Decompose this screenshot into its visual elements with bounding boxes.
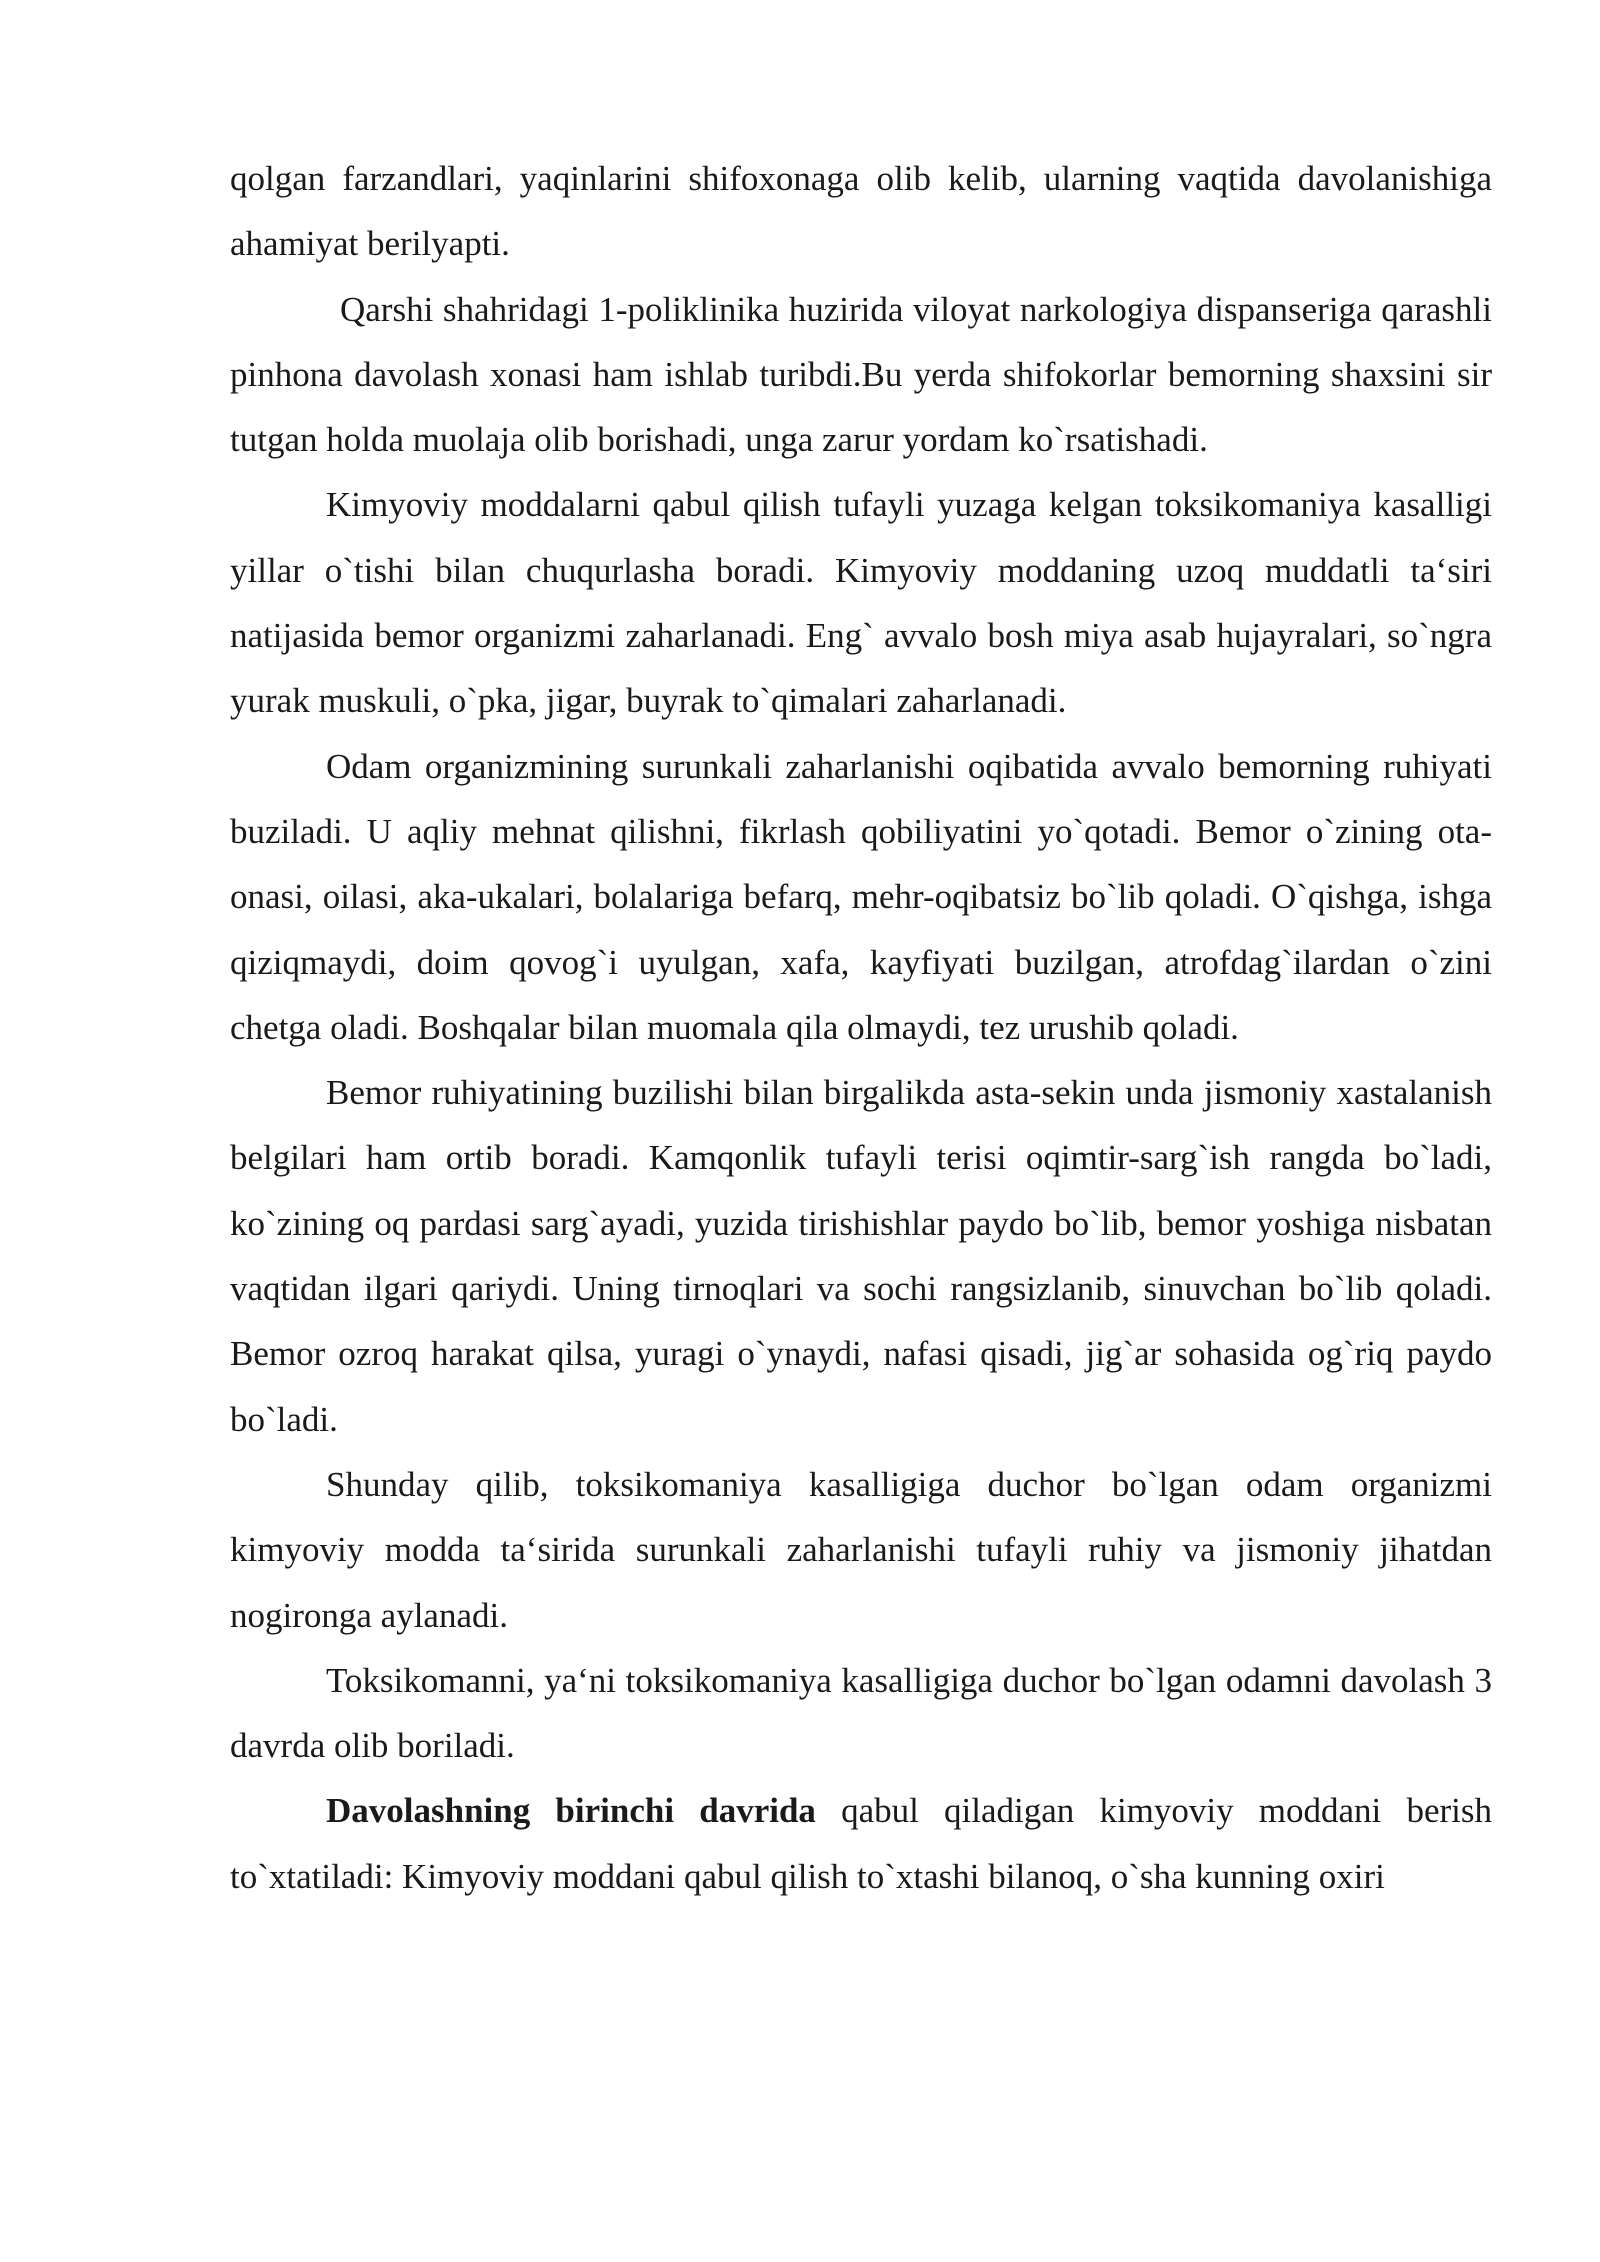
paragraph: Shunday qilib, toksikomaniya kasalligiga duchor bo`lgan odam organizmi kimyoviy modda ta‘sirida surunkali zaharlanishi tufayli ruhiy va jismoniy jihatdan nogironga aylanadi. (230, 1464, 1492, 1635)
paragraph-with-bold-lead (230, 1778, 1492, 1909)
paragraph: Qarshi shahridagi 1-poliklinika huzirida viloyat narkologiya dispanseriga qarashli pinhona davolash xonasi ham ishlab turibdi.Bu yerda shifokorlar bemorning shaxsini sir tutgan holda muolaja olib borishadi, unga zarur yordam ko`rsatishadi. (230, 289, 1492, 460)
paragraph: Kimyoviy moddalarni qabul qilish tufayli yuzaga kelgan toksikomaniya kasalligi yillar o`tishi bilan chuqurlasha boradi. Kimyoviy moddaning uzoq muddatli ta‘siri natijasida bemor organizmi zaharlanadi. Eng` avvalo bosh miya asab hujayralari, so`ngra yurak muskuli, o`pka, jigar, buyrak to`qimalari zaharlanadi. (230, 485, 1492, 721)
paragraph: Odam organizmining surunkali zaharlanishi oqibatida avvalo bemorning ruhiyati buziladi. U aqliy mehnat qilishni, fikrlash qobiliyatini yo`qotadi. Bemor o`zining ota-onasi, oilasi, aka-ukalari, bolalariga befarq, mehr-oqibatsiz bo`lib qoladi. O`qishga, ishga qiziqmaydi, doim qovog`i uyulgan, xafa, kayfiyati buzilgan, atrofdag`ilardan o`zini chetga oladi. Boshqalar bilan muomala qila olmaydi, tez urushib qoladi. (230, 746, 1492, 1047)
paragraph: qolgan farzandlari, yaqinlarini shifoxonaga olib kelib, ularning vaqtida davolanishiga ahamiyat berilyapti. (230, 159, 1492, 264)
document-body (230, 146, 1492, 1909)
bold-lead-text: Davolashning birinchi davrida (326, 1791, 816, 1831)
paragraph: Toksikomanni, ya‘ni toksikomaniya kasalligiga duchor bo`lgan odamni davolash 3 davrda olib boriladi. (230, 1660, 1492, 1766)
paragraph-text: qabul qiladigan kimyoviy moddani berish to`xtatiladi: Kimyoviy moddani qabul qilish to`xtashi bilanoq, o`sha kunning oxiri (230, 1791, 1492, 1896)
paragraph: Bemor ruhiyatining buzilishi bilan birgalikda asta-sekin unda jismoniy xastalanish belgilari ham ortib boradi. Kamqonlik tufayli terisi oqimtir-sarg`ish rangda bo`ladi, ko`zining oq pardasi sarg`ayadi, yuzida tirishishlar paydo bo`lib, bemor yoshiga nisbatan vaqtidan ilgari qariydi. Uning tirnoqlari va sochi rangsizlanib, sinuvchan bo`lib qoladi. Bemor ozroq harakat qilsa, yuragi o`ynaydi, nafasi qisadi, jig`ar sohasida og`riq paydo bo`ladi. (230, 1073, 1492, 1439)
